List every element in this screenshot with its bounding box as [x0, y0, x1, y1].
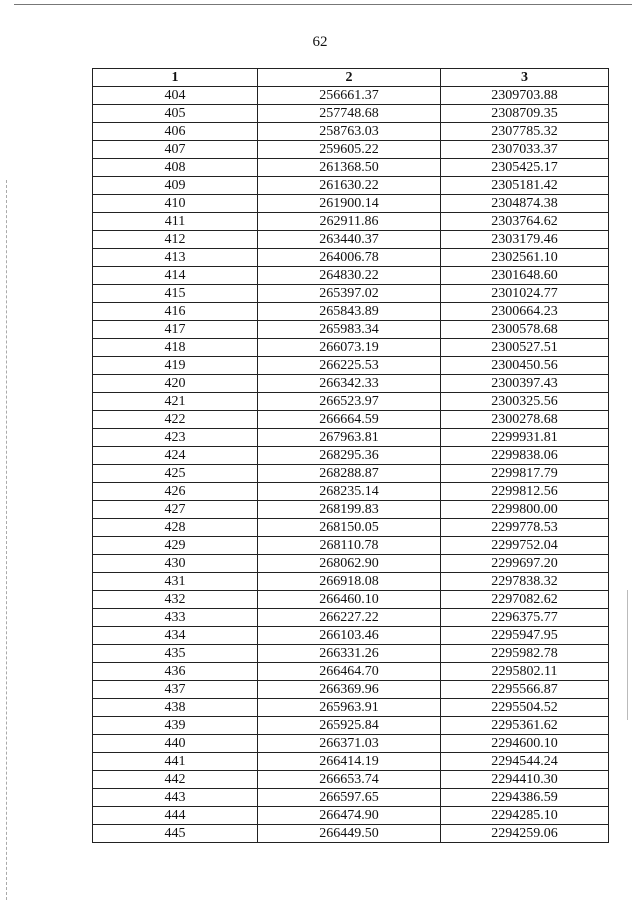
table-row	[93, 753, 609, 771]
y-coordinate-cell: 2307033.37	[441, 141, 609, 159]
y-coordinate-cell: 2299800.00	[441, 501, 609, 519]
table-row	[93, 663, 609, 681]
point-number-cell: 441	[93, 753, 258, 771]
x-coordinate-cell: 266449.50	[258, 825, 441, 843]
table-header-row	[93, 69, 609, 87]
column-header-2: 2	[258, 69, 441, 87]
x-coordinate-cell: 266464.70	[258, 663, 441, 681]
table-row	[93, 213, 609, 231]
table-row	[93, 573, 609, 591]
point-number-cell: 416	[93, 303, 258, 321]
x-coordinate-cell: 266342.33	[258, 375, 441, 393]
y-coordinate-cell: 2305425.17	[441, 159, 609, 177]
x-coordinate-cell: 266371.03	[258, 735, 441, 753]
y-coordinate-cell: 2299838.06	[441, 447, 609, 465]
y-coordinate-cell: 2300325.56	[441, 393, 609, 411]
y-coordinate-cell: 2300664.23	[441, 303, 609, 321]
y-coordinate-cell: 2308709.35	[441, 105, 609, 123]
y-coordinate-cell: 2299931.81	[441, 429, 609, 447]
point-number-cell: 435	[93, 645, 258, 663]
point-number-cell: 430	[93, 555, 258, 573]
x-coordinate-cell: 263440.37	[258, 231, 441, 249]
x-coordinate-cell: 268295.36	[258, 447, 441, 465]
table-row	[93, 87, 609, 105]
column-header-1: 1	[93, 69, 258, 87]
point-number-cell: 417	[93, 321, 258, 339]
x-coordinate-cell: 266597.65	[258, 789, 441, 807]
point-number-cell: 427	[93, 501, 258, 519]
table-row	[93, 807, 609, 825]
table-row	[93, 339, 609, 357]
table-row	[93, 285, 609, 303]
table-row	[93, 789, 609, 807]
x-coordinate-cell: 266369.96	[258, 681, 441, 699]
table-row	[93, 321, 609, 339]
x-coordinate-cell: 267963.81	[258, 429, 441, 447]
x-coordinate-cell: 266103.46	[258, 627, 441, 645]
point-number-cell: 414	[93, 267, 258, 285]
x-coordinate-cell: 268062.90	[258, 555, 441, 573]
table-row	[93, 771, 609, 789]
x-coordinate-cell: 265925.84	[258, 717, 441, 735]
point-number-cell: 436	[93, 663, 258, 681]
x-coordinate-cell: 261630.22	[258, 177, 441, 195]
point-number-cell: 439	[93, 717, 258, 735]
table-row	[93, 519, 609, 537]
x-coordinate-cell: 261900.14	[258, 195, 441, 213]
x-coordinate-cell: 266073.19	[258, 339, 441, 357]
x-coordinate-cell: 262911.86	[258, 213, 441, 231]
y-coordinate-cell: 2295361.62	[441, 717, 609, 735]
y-coordinate-cell: 2294544.24	[441, 753, 609, 771]
table-row	[93, 159, 609, 177]
y-coordinate-cell: 2300278.68	[441, 411, 609, 429]
y-coordinate-cell: 2305181.42	[441, 177, 609, 195]
y-coordinate-cell: 2303179.46	[441, 231, 609, 249]
point-number-cell: 428	[93, 519, 258, 537]
point-number-cell: 407	[93, 141, 258, 159]
table-row	[93, 645, 609, 663]
table-row	[93, 483, 609, 501]
point-number-cell: 422	[93, 411, 258, 429]
point-number-cell: 404	[93, 87, 258, 105]
point-number-cell: 429	[93, 537, 258, 555]
table-row	[93, 123, 609, 141]
y-coordinate-cell: 2301024.77	[441, 285, 609, 303]
table-row	[93, 609, 609, 627]
point-number-cell: 431	[93, 573, 258, 591]
x-coordinate-cell: 265963.91	[258, 699, 441, 717]
x-coordinate-cell: 264006.78	[258, 249, 441, 267]
y-coordinate-cell: 2300450.56	[441, 357, 609, 375]
point-number-cell: 411	[93, 213, 258, 231]
x-coordinate-cell: 268288.87	[258, 465, 441, 483]
y-coordinate-cell: 2299778.53	[441, 519, 609, 537]
y-coordinate-cell: 2299752.04	[441, 537, 609, 555]
point-number-cell: 410	[93, 195, 258, 213]
y-coordinate-cell: 2294600.10	[441, 735, 609, 753]
point-number-cell: 440	[93, 735, 258, 753]
y-coordinate-cell: 2303764.62	[441, 213, 609, 231]
point-number-cell: 413	[93, 249, 258, 267]
x-coordinate-cell: 266653.74	[258, 771, 441, 789]
table-row	[93, 681, 609, 699]
point-number-cell: 405	[93, 105, 258, 123]
point-number-cell: 432	[93, 591, 258, 609]
y-coordinate-cell: 2294410.30	[441, 771, 609, 789]
point-number-cell: 444	[93, 807, 258, 825]
scan-edge-left	[6, 180, 7, 900]
y-coordinate-cell: 2307785.32	[441, 123, 609, 141]
point-number-cell: 425	[93, 465, 258, 483]
y-coordinate-cell: 2297838.32	[441, 573, 609, 591]
x-coordinate-cell: 266460.10	[258, 591, 441, 609]
point-number-cell: 443	[93, 789, 258, 807]
table-row	[93, 429, 609, 447]
x-coordinate-cell: 266414.19	[258, 753, 441, 771]
point-number-cell: 415	[93, 285, 258, 303]
table-row	[93, 195, 609, 213]
point-number-cell: 421	[93, 393, 258, 411]
table-row	[93, 375, 609, 393]
table-row	[93, 105, 609, 123]
y-coordinate-cell: 2301648.60	[441, 267, 609, 285]
y-coordinate-cell: 2294285.10	[441, 807, 609, 825]
point-number-cell: 445	[93, 825, 258, 843]
y-coordinate-cell: 2300397.43	[441, 375, 609, 393]
x-coordinate-cell: 257748.68	[258, 105, 441, 123]
table-row	[93, 267, 609, 285]
x-coordinate-cell: 266225.53	[258, 357, 441, 375]
x-coordinate-cell: 265983.34	[258, 321, 441, 339]
x-coordinate-cell: 268150.05	[258, 519, 441, 537]
table-row	[93, 393, 609, 411]
coordinates-table	[92, 68, 609, 843]
table-row	[93, 465, 609, 483]
point-number-cell: 418	[93, 339, 258, 357]
x-coordinate-cell: 266331.26	[258, 645, 441, 663]
table-row	[93, 699, 609, 717]
y-coordinate-cell: 2294386.59	[441, 789, 609, 807]
y-coordinate-cell: 2297082.62	[441, 591, 609, 609]
table-row	[93, 303, 609, 321]
table-row	[93, 411, 609, 429]
y-coordinate-cell: 2295947.95	[441, 627, 609, 645]
y-coordinate-cell: 2300527.51	[441, 339, 609, 357]
x-coordinate-cell: 259605.22	[258, 141, 441, 159]
table-row	[93, 717, 609, 735]
x-coordinate-cell: 256661.37	[258, 87, 441, 105]
y-coordinate-cell: 2295566.87	[441, 681, 609, 699]
y-coordinate-cell: 2295504.52	[441, 699, 609, 717]
x-coordinate-cell: 261368.50	[258, 159, 441, 177]
top-border-line	[14, 4, 632, 5]
point-number-cell: 424	[93, 447, 258, 465]
y-coordinate-cell: 2302561.10	[441, 249, 609, 267]
x-coordinate-cell: 266523.97	[258, 393, 441, 411]
point-number-cell: 412	[93, 231, 258, 249]
x-coordinate-cell: 266664.59	[258, 411, 441, 429]
table-row	[93, 249, 609, 267]
point-number-cell: 438	[93, 699, 258, 717]
table-row	[93, 501, 609, 519]
table-row	[93, 825, 609, 843]
point-number-cell: 409	[93, 177, 258, 195]
y-coordinate-cell: 2304874.38	[441, 195, 609, 213]
point-number-cell: 442	[93, 771, 258, 789]
y-coordinate-cell: 2299817.79	[441, 465, 609, 483]
x-coordinate-cell: 268235.14	[258, 483, 441, 501]
y-coordinate-cell: 2300578.68	[441, 321, 609, 339]
scan-edge-right	[627, 590, 628, 720]
table-row	[93, 447, 609, 465]
point-number-cell: 433	[93, 609, 258, 627]
x-coordinate-cell: 268199.83	[258, 501, 441, 519]
table-row	[93, 627, 609, 645]
table-row	[93, 537, 609, 555]
column-header-3: 3	[441, 69, 609, 87]
table-row	[93, 177, 609, 195]
y-coordinate-cell: 2294259.06	[441, 825, 609, 843]
y-coordinate-cell: 2295982.78	[441, 645, 609, 663]
table-row	[93, 591, 609, 609]
x-coordinate-cell: 266918.08	[258, 573, 441, 591]
x-coordinate-cell: 268110.78	[258, 537, 441, 555]
table-row	[93, 357, 609, 375]
x-coordinate-cell: 266227.22	[258, 609, 441, 627]
x-coordinate-cell: 266474.90	[258, 807, 441, 825]
point-number-cell: 406	[93, 123, 258, 141]
x-coordinate-cell: 265843.89	[258, 303, 441, 321]
x-coordinate-cell: 258763.03	[258, 123, 441, 141]
point-number-cell: 426	[93, 483, 258, 501]
x-coordinate-cell: 264830.22	[258, 267, 441, 285]
y-coordinate-cell: 2309703.88	[441, 87, 609, 105]
table-body	[93, 87, 609, 843]
point-number-cell: 420	[93, 375, 258, 393]
table-row	[93, 555, 609, 573]
point-number-cell: 419	[93, 357, 258, 375]
point-number-cell: 434	[93, 627, 258, 645]
page-number: 62	[312, 34, 328, 50]
point-number-cell: 423	[93, 429, 258, 447]
y-coordinate-cell: 2296375.77	[441, 609, 609, 627]
table-row	[93, 231, 609, 249]
y-coordinate-cell: 2299697.20	[441, 555, 609, 573]
y-coordinate-cell: 2295802.11	[441, 663, 609, 681]
point-number-cell: 408	[93, 159, 258, 177]
x-coordinate-cell: 265397.02	[258, 285, 441, 303]
point-number-cell: 437	[93, 681, 258, 699]
table-row	[93, 141, 609, 159]
table-row	[93, 735, 609, 753]
y-coordinate-cell: 2299812.56	[441, 483, 609, 501]
